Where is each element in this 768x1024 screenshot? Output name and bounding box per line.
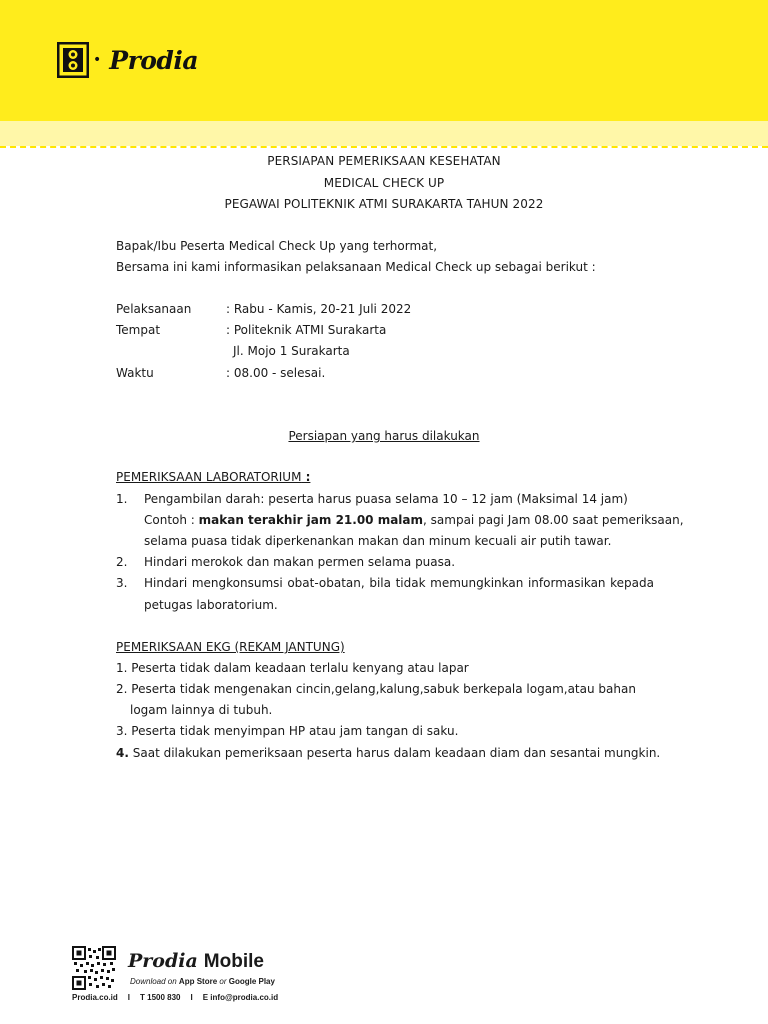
logo-dot: • xyxy=(93,52,102,68)
ekg-item-2 xyxy=(116,682,636,696)
waktu-value: : 08.00 - selesai. xyxy=(226,366,326,380)
prodia-mark-icon xyxy=(57,42,89,78)
footer-download-pre: Download on xyxy=(130,977,179,986)
lab-heading-text: PEMERIKSAAN LABORATORIUM xyxy=(116,470,302,484)
lab-item-1-pre: Contoh : xyxy=(144,513,199,527)
ekg-item-2-text: Peserta tidak mengenakan cincin,gelang,kalung,sabuk berkepala logam,atau bahan xyxy=(131,682,636,696)
tempat-value-2: Jl. Mojo 1 Surakarta xyxy=(233,344,350,358)
footer-separator: I xyxy=(190,993,193,1002)
ekg-heading: PEMERIKSAAN EKG (REKAM JANTUNG) xyxy=(116,640,345,654)
title-line-3: PEGAWAI POLITEKNIK ATMI SURAKARTA TAHUN 2022 xyxy=(224,197,544,211)
ekg-item-4-text: Saat dilakukan pemeriksaan peserta harus dalam keadaan diam dan sesantai mungkin. xyxy=(132,746,661,760)
footer-download xyxy=(130,977,275,986)
lab-item-1-line-2 xyxy=(144,513,684,527)
pelaksanaan-value: : Rabu - Kamis, 20-21 Juli 2022 xyxy=(226,302,412,316)
footer-separator: I xyxy=(127,993,131,1002)
app-store-link[interactable]: App Store xyxy=(178,977,218,986)
lab-heading-colon: : xyxy=(301,470,311,484)
prodia-logo xyxy=(57,42,198,78)
lab-item-1-bold: makan terakhir jam 21.00 malam xyxy=(198,513,424,527)
ekg-item-3-num: 3. xyxy=(116,724,128,738)
ekg-item-4 xyxy=(116,746,660,760)
lab-item-3-line-2: petugas laboratorium. xyxy=(144,598,278,612)
lab-item-3-line-1: Hindari mengkonsumsi obat-obatan, bila tidak memungkinkan informasikan kepada xyxy=(144,576,654,590)
tempat-value: : Politeknik ATMI Surakarta xyxy=(226,323,387,337)
ekg-item-2-num: 2. xyxy=(116,682,128,696)
footer-mobile: Mobile xyxy=(203,951,264,972)
greeting: Bapak/Ibu Peserta Medical Check Up yang terhormat, xyxy=(116,239,438,253)
logo-wordmark: Prodia xyxy=(109,45,199,75)
ekg-item-1-num: 1. xyxy=(116,661,128,675)
footer-or: or xyxy=(217,977,229,986)
footer-wordmark: Prodia xyxy=(128,950,198,972)
prep-heading: Persiapan yang harus dilakukan xyxy=(288,429,480,443)
lab-heading xyxy=(116,470,310,484)
tempat-label: Tempat xyxy=(116,323,161,337)
footer-email[interactable]: E info@prodia.co.id xyxy=(202,993,279,1002)
lab-item-1-post: , sampai pagi Jam 08.00 saat pemeriksaan, xyxy=(423,513,684,527)
ekg-item-1-text: Peserta tidak dalam keadaan terlalu kenyang atau lapar xyxy=(131,661,469,675)
footer-phone: T 1500 830 xyxy=(140,993,181,1002)
google-play-link[interactable]: Google Play xyxy=(228,977,275,986)
qr-code-icon xyxy=(72,946,116,990)
waktu-label: Waktu xyxy=(116,366,154,380)
lab-item-2-line-1: Hindari merokok dan makan permen selama puasa. xyxy=(144,555,456,569)
intro-info: Bersama ini kami informasikan pelaksanaan Medical Check up sebagai berikut : xyxy=(116,260,596,274)
lab-item-1-num: 1. xyxy=(116,492,128,506)
pelaksanaan-label: Pelaksanaan xyxy=(116,302,192,316)
footer-website[interactable]: Prodia.co.id xyxy=(72,993,118,1002)
lab-item-1-line-1: Pengambilan darah: peserta harus puasa selama 10 – 12 jam (Maksimal 14 jam) xyxy=(144,492,628,506)
ekg-item-3-text: Peserta tidak menyimpan HP atau jam tangan di saku. xyxy=(131,724,459,738)
header-strip xyxy=(0,121,768,146)
title-line-2: MEDICAL CHECK UP xyxy=(323,176,445,190)
lab-item-1-line-3: selama puasa tidak diperkenankan makan dan minum kecuali air putih tawar. xyxy=(144,534,612,548)
footer xyxy=(72,946,288,1006)
ekg-item-2-line-2: logam lainnya di tubuh. xyxy=(130,703,273,717)
lab-item-3-num: 3. xyxy=(116,576,128,590)
title-line-1: PERSIAPAN PEMERIKSAAN KESEHATAN xyxy=(267,154,501,168)
dashed-divider xyxy=(0,146,768,148)
ekg-item-3 xyxy=(116,724,458,738)
ekg-item-1 xyxy=(116,661,469,675)
footer-contact xyxy=(72,993,278,1002)
ekg-item-4-num: 4. xyxy=(116,746,129,760)
lab-item-2-num: 2. xyxy=(116,555,128,569)
footer-brand xyxy=(128,950,264,973)
